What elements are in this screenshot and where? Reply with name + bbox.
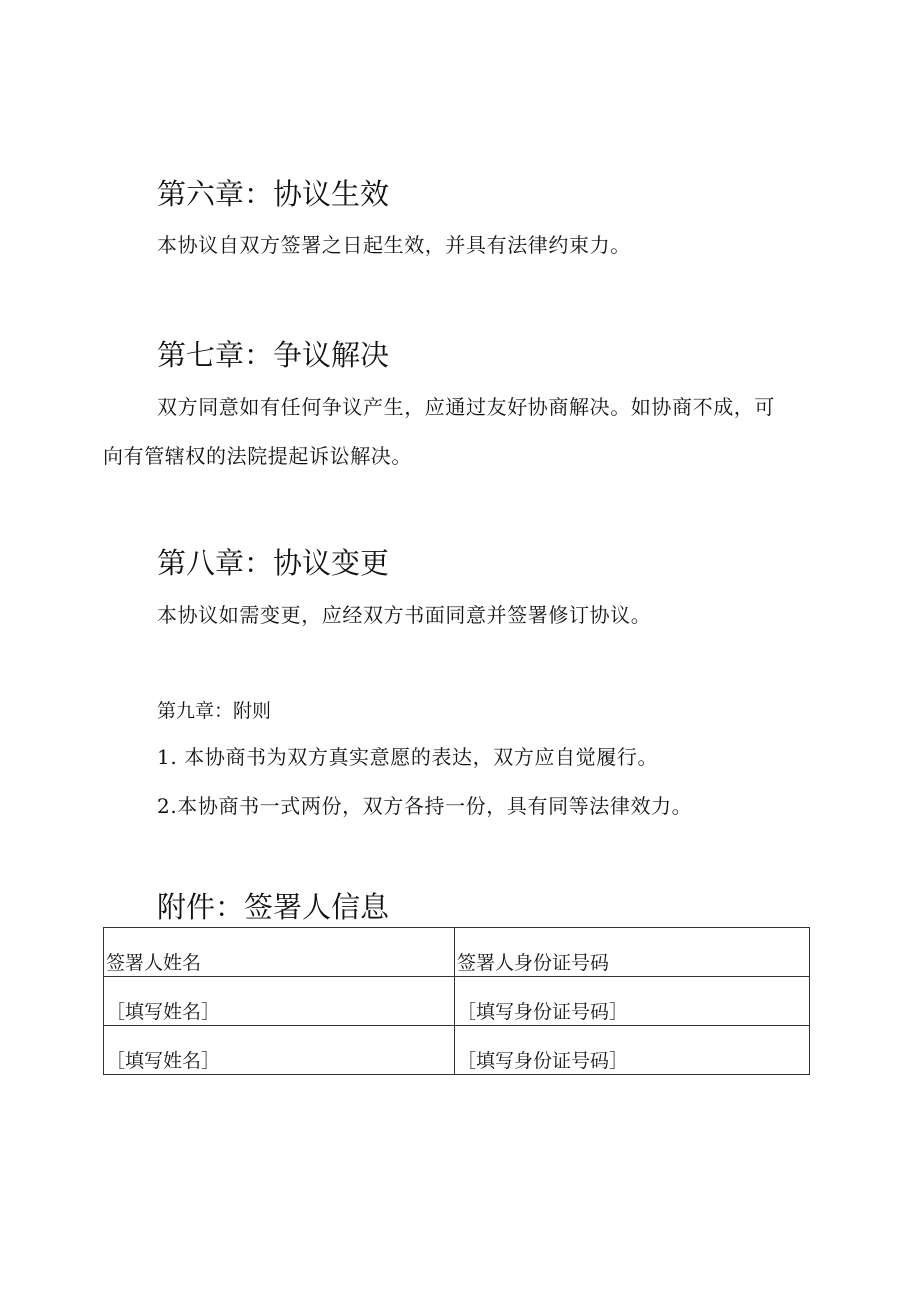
chapter9-heading: 第九章：附则 (157, 700, 272, 722)
chapter6-body: 本协议自双方签署之日起生效，并具有法律约束力。 (157, 233, 631, 257)
id-number-cell: ［填写身份证号码］ (455, 977, 810, 1026)
chapter7-body-line2: 向有管辖权的法院提起诉讼解决。 (103, 444, 412, 468)
chapter7-heading: 第七章：争议解决 (157, 338, 390, 372)
table-header-cell: 签署人姓名 (104, 928, 455, 977)
chapter8-body: 本协议如需变更，应经双方书面同意并签署修订协议。 (157, 603, 652, 627)
id-number-cell: ［填写身份证号码］ (455, 1026, 810, 1075)
appendix-heading: 附件：签署人信息 (157, 890, 390, 924)
table-row (104, 977, 810, 1026)
chapter9-item-2: 2.本协商书一式两份，双方各持一份，具有同等法律效力。 (157, 794, 693, 818)
signatory-table (103, 927, 810, 1075)
table-header-row (104, 928, 810, 977)
name-cell: ［填写姓名］ (104, 1026, 455, 1075)
chapter7-body-line1: 双方同意如有任何争议产生，应通过友好协商解决。如协商不成，可 (157, 395, 775, 419)
chapter9-item-1: 1. 本协商书为双方真实意愿的表达，双方应自觉履行。 (157, 745, 659, 769)
table-row (104, 1026, 810, 1075)
table-header-cell: 签署人身份证号码 (455, 928, 810, 977)
chapter8-heading: 第八章：协议变更 (157, 546, 390, 580)
name-cell: ［填写姓名］ (104, 977, 455, 1026)
chapter6-heading: 第六章：协议生效 (157, 177, 390, 211)
